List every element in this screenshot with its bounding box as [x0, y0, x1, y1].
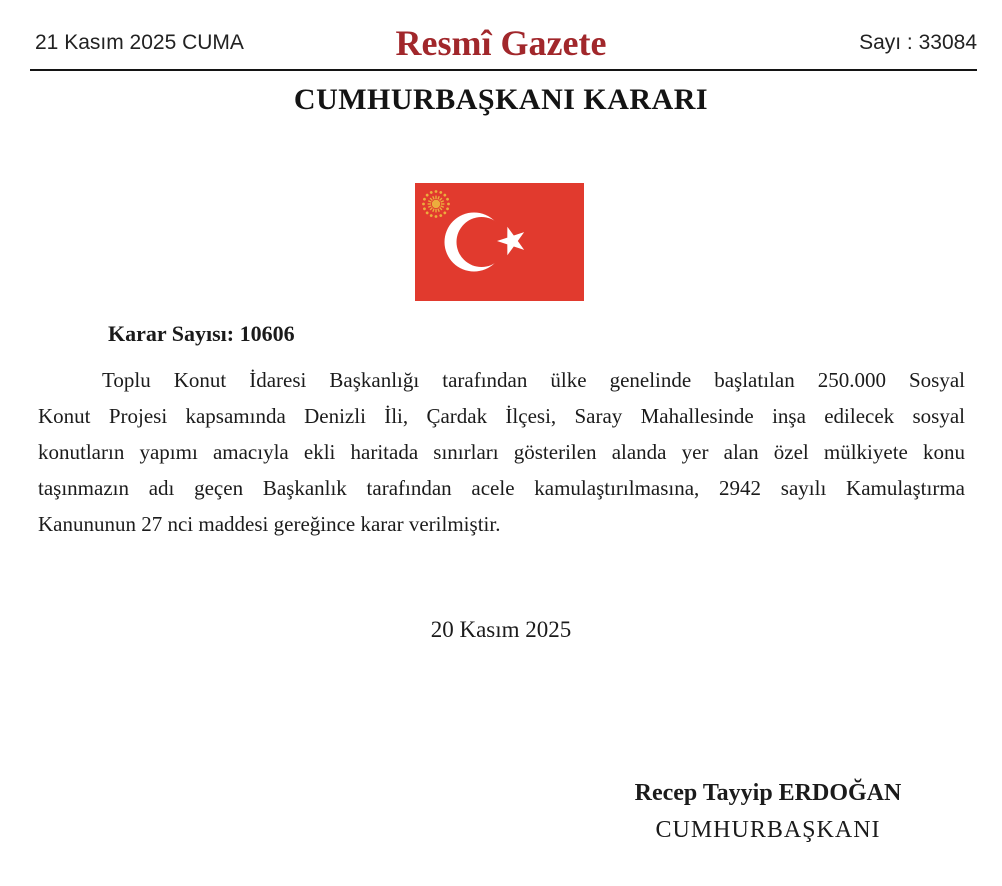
decision-date: 20 Kasım 2025 — [430, 617, 572, 642]
decision-body — [38, 362, 965, 542]
body-line: Kanununun 27 nci maddesi gereğince karar verilmiştir. — [38, 512, 501, 536]
body-line: konutların yapımı amacıyla ekli haritada sınırları gösterilen alanda yer alan özel mülkiyete konu — [38, 440, 965, 464]
masthead-date: 21 Kasım 2025 CUMA — [35, 31, 244, 54]
turkish-presidential-flag — [415, 183, 584, 301]
decision-heading: CUMHURBAŞKANI KARARI — [293, 83, 709, 116]
decision-number: Karar Sayısı: 10606 — [108, 321, 295, 346]
body-line: taşınmazın adı geçen Başkanlık tarafından acele kamulaştırılmasına, 2942 sayılı Kamulaştırma — [38, 476, 965, 500]
signature-name: Recep Tayyip ERDOĞAN — [634, 780, 902, 806]
signature-title: CUMHURBAŞKANI — [655, 817, 881, 843]
body-line: Toplu Konut İdaresi Başkanlığı tarafından ülke genelinde başlatılan 250.000 Sosyal — [102, 368, 965, 392]
gazette-title: Resmî Gazete — [395, 23, 607, 63]
masthead-issue-number: Sayı : 33084 — [859, 31, 977, 54]
masthead-divider — [30, 69, 977, 71]
turkish-presidential-flag-image — [415, 183, 584, 301]
body-line: Konut Projesi kapsamında Denizli İli, Çardak İlçesi, Saray Mahallesinde inşa edilecek sosyal — [38, 404, 965, 428]
signature-block — [568, 780, 968, 844]
